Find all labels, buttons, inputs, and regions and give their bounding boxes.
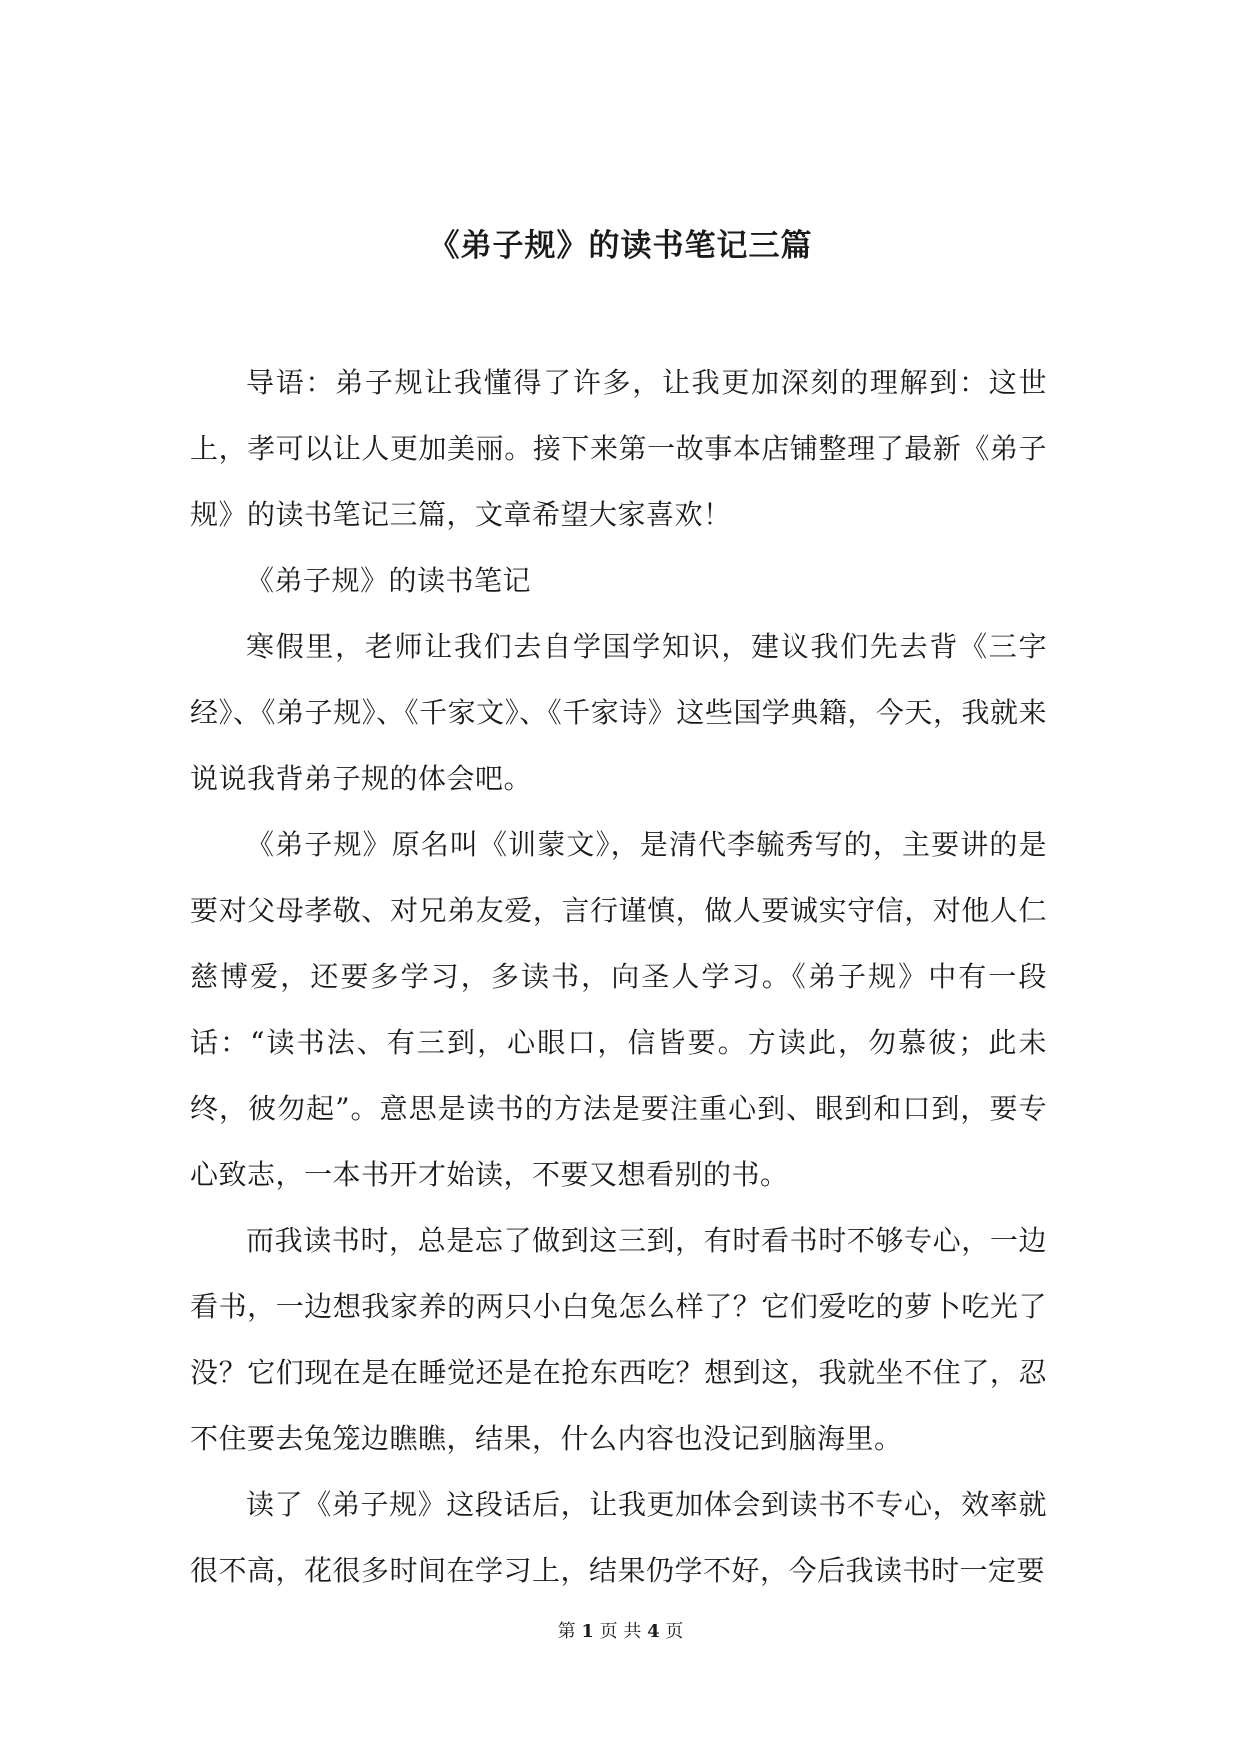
page-number: 1 bbox=[581, 1621, 594, 1642]
total-pages: 4 bbox=[647, 1621, 660, 1642]
body-paragraph: 寒假里，老师让我们去自学国学知识，建议我们先去背《三字经》、《弟子规》、《千家文》、《千家诗》这些国学典籍，今天，我就来说说我背弟子规的体会吧。 bbox=[190, 630, 1047, 795]
body-paragraph: 而我读书时，总是忘了做到这三到，有时看书时不够专心，一边看书，一边想我家养的两只小白兔怎么样了？它们爱吃的萝卜吃光了没？它们现在是在睡觉还是在抢东西吃？想到这，我就坐不住了，忍不住要去兔笼边瞧瞧，结果，什么内容也没记到脑海里。 bbox=[190, 1224, 1047, 1455]
body-paragraph: 读了《弟子规》这段话后，让我更加体会到读书不专心，效率就很不高，花很多时间在学习上，结果仍学不好，今后我读书时一定要 bbox=[190, 1488, 1047, 1587]
intro-paragraph: 导语：弟子规让我懂得了许多，让我更加深刻的理解到：这世上，孝可以让人更加美丽。接下来第一故事本店铺整理了最新《弟子规》的读书笔记三篇，文章希望大家喜欢！ bbox=[190, 366, 1047, 531]
section-heading: 《弟子规》的读书笔记 bbox=[246, 564, 532, 597]
footer-prefix: 第 bbox=[557, 1621, 576, 1642]
document-body bbox=[190, 350, 1047, 1604]
page-footer bbox=[0, 1620, 1241, 1644]
document-title: 《弟子规》的读书笔记三篇 bbox=[428, 228, 813, 264]
body-paragraph: 《弟子规》原名叫《训蒙文》，是清代李毓秀写的，主要讲的是要对父母孝敬、对兄弟友爱，言行谨慎，做人要诚实守信，对他人仁慈博爱，还要多学习，多读书，向圣人学习。《弟子规》中有一段话：“读书法、有三到，心眼口，信皆要。方读此，勿慕彼；此未终，彼勿起”。意思是读书的方法是要注重心到、眼到和口到，要专心致志，一本书开才始读，不要又想看别的书。 bbox=[190, 828, 1047, 1191]
footer-suffix: 页 bbox=[665, 1621, 684, 1642]
footer-middle: 页 共 bbox=[599, 1621, 642, 1642]
